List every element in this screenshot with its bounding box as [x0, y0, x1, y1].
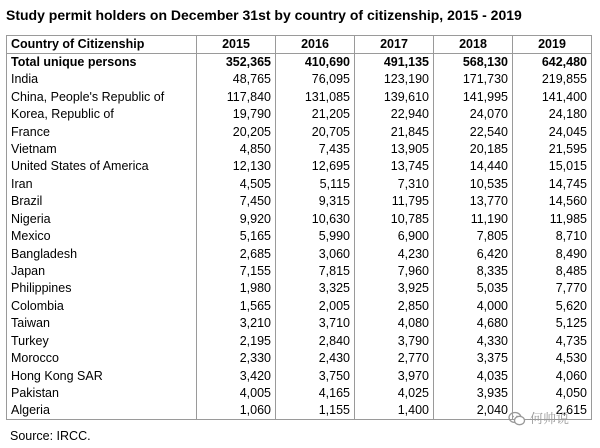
header-2018: 2018 [434, 36, 513, 54]
value-cell: 22,540 [434, 123, 513, 140]
value-cell: 5,165 [197, 228, 276, 245]
country-cell: Philippines [7, 280, 197, 297]
value-cell: 7,815 [276, 263, 355, 280]
value-cell: 3,790 [355, 333, 434, 350]
value-cell: 7,155 [197, 263, 276, 280]
value-cell: 3,325 [276, 280, 355, 297]
table-row [7, 333, 592, 350]
value-cell: 14,560 [513, 193, 592, 210]
value-cell: 1,060 [197, 402, 276, 420]
value-cell: 2,330 [197, 350, 276, 367]
value-cell: 4,230 [355, 245, 434, 262]
value-cell: 5,620 [513, 298, 592, 315]
country-cell: France [7, 123, 197, 140]
value-cell: 4,050 [513, 385, 592, 402]
value-cell: 14,440 [434, 158, 513, 175]
value-cell: 7,310 [355, 176, 434, 193]
value-cell: 2,685 [197, 245, 276, 262]
value-cell: 4,530 [513, 350, 592, 367]
value-cell: 1,980 [197, 280, 276, 297]
country-cell: Taiwan [7, 315, 197, 332]
value-cell: 1,400 [355, 402, 434, 420]
table-row [7, 245, 592, 262]
value-cell: 7,805 [434, 228, 513, 245]
table-row [7, 158, 592, 175]
value-cell: 8,485 [513, 263, 592, 280]
value-cell: 11,190 [434, 211, 513, 228]
watermark [508, 410, 569, 428]
header-country: Country of Citizenship [7, 36, 197, 54]
value-cell: 3,970 [355, 367, 434, 384]
value-cell: 642,480 [513, 54, 592, 72]
value-cell: 2,430 [276, 350, 355, 367]
total-row [7, 54, 592, 72]
study-permit-table [6, 35, 592, 420]
value-cell: 13,770 [434, 193, 513, 210]
value-cell: 2,770 [355, 350, 434, 367]
value-cell: 76,095 [276, 71, 355, 88]
header-2019: 2019 [513, 36, 592, 54]
value-cell: 7,960 [355, 263, 434, 280]
value-cell: 6,900 [355, 228, 434, 245]
value-cell: 12,695 [276, 158, 355, 175]
value-cell: 123,190 [355, 71, 434, 88]
value-cell: 11,795 [355, 193, 434, 210]
value-cell: 3,375 [434, 350, 513, 367]
value-cell: 21,845 [355, 123, 434, 140]
country-cell: Bangladesh [7, 245, 197, 262]
value-cell: 9,920 [197, 211, 276, 228]
value-cell: 4,080 [355, 315, 434, 332]
table-row [7, 123, 592, 140]
value-cell: 7,450 [197, 193, 276, 210]
value-cell: 3,210 [197, 315, 276, 332]
value-cell: 6,420 [434, 245, 513, 262]
table-title: Study permit holders on December 31st by country of citizenship, 2015 - 2019 [6, 7, 522, 23]
country-cell: Algeria [7, 402, 197, 420]
table-row [7, 71, 592, 88]
value-cell: 2,615 [513, 402, 592, 420]
watermark-text: 何帅说 [530, 411, 570, 426]
value-cell: 5,115 [276, 176, 355, 193]
value-cell: 141,400 [513, 88, 592, 105]
value-cell: 8,710 [513, 228, 592, 245]
value-cell: 22,940 [355, 106, 434, 123]
wechat-icon [508, 411, 526, 427]
country-cell: Iran [7, 176, 197, 193]
value-cell: 24,045 [513, 123, 592, 140]
value-cell: 2,850 [355, 298, 434, 315]
country-cell: Hong Kong SAR [7, 367, 197, 384]
value-cell: 131,085 [276, 88, 355, 105]
value-cell: 21,205 [276, 106, 355, 123]
value-cell: 2,040 [434, 402, 513, 420]
value-cell: 2,005 [276, 298, 355, 315]
value-cell: 15,015 [513, 158, 592, 175]
country-cell: United States of America [7, 158, 197, 175]
value-cell: 24,070 [434, 106, 513, 123]
value-cell: 3,710 [276, 315, 355, 332]
value-cell: 117,840 [197, 88, 276, 105]
value-cell: 24,180 [513, 106, 592, 123]
value-cell: 1,155 [276, 402, 355, 420]
value-cell: 8,335 [434, 263, 513, 280]
value-cell: 13,905 [355, 141, 434, 158]
value-cell: 5,125 [513, 315, 592, 332]
table-row [7, 350, 592, 367]
value-cell: 8,490 [513, 245, 592, 262]
value-cell: 21,595 [513, 141, 592, 158]
value-cell: 4,505 [197, 176, 276, 193]
value-cell: 219,855 [513, 71, 592, 88]
value-cell: 20,205 [197, 123, 276, 140]
value-cell: 4,035 [434, 367, 513, 384]
table-row [7, 263, 592, 280]
value-cell: 171,730 [434, 71, 513, 88]
country-cell: Total unique persons [7, 54, 197, 72]
value-cell: 7,435 [276, 141, 355, 158]
value-cell: 20,705 [276, 123, 355, 140]
value-cell: 5,990 [276, 228, 355, 245]
value-cell: 2,840 [276, 333, 355, 350]
value-cell: 410,690 [276, 54, 355, 72]
country-cell: China, People's Republic of [7, 88, 197, 105]
country-cell: Colombia [7, 298, 197, 315]
value-cell: 4,680 [434, 315, 513, 332]
value-cell: 4,025 [355, 385, 434, 402]
table-row [7, 176, 592, 193]
value-cell: 10,630 [276, 211, 355, 228]
value-cell: 4,850 [197, 141, 276, 158]
table-row [7, 402, 592, 420]
value-cell: 3,750 [276, 367, 355, 384]
country-cell: India [7, 71, 197, 88]
table-row [7, 315, 592, 332]
value-cell: 12,130 [197, 158, 276, 175]
source-note: Source: IRCC. [10, 429, 91, 443]
header-2017: 2017 [355, 36, 434, 54]
country-cell: Morocco [7, 350, 197, 367]
value-cell: 3,060 [276, 245, 355, 262]
value-cell: 14,745 [513, 176, 592, 193]
value-cell: 7,770 [513, 280, 592, 297]
value-cell: 141,995 [434, 88, 513, 105]
value-cell: 19,790 [197, 106, 276, 123]
value-cell: 4,165 [276, 385, 355, 402]
value-cell: 10,785 [355, 211, 434, 228]
value-cell: 3,935 [434, 385, 513, 402]
value-cell: 4,330 [434, 333, 513, 350]
table-row [7, 141, 592, 158]
table-row [7, 385, 592, 402]
value-cell: 13,745 [355, 158, 434, 175]
country-cell: Vietnam [7, 141, 197, 158]
value-cell: 9,315 [276, 193, 355, 210]
value-cell: 10,535 [434, 176, 513, 193]
country-cell: Korea, Republic of [7, 106, 197, 123]
country-cell: Nigeria [7, 211, 197, 228]
value-cell: 4,005 [197, 385, 276, 402]
value-cell: 4,060 [513, 367, 592, 384]
table-row [7, 88, 592, 105]
table-row [7, 367, 592, 384]
value-cell: 3,925 [355, 280, 434, 297]
table-row [7, 280, 592, 297]
table-body [7, 54, 592, 420]
value-cell: 568,130 [434, 54, 513, 72]
country-cell: Japan [7, 263, 197, 280]
value-cell: 491,135 [355, 54, 434, 72]
header-2015: 2015 [197, 36, 276, 54]
country-cell: Brazil [7, 193, 197, 210]
table-row [7, 298, 592, 315]
value-cell: 4,000 [434, 298, 513, 315]
value-cell: 1,565 [197, 298, 276, 315]
value-cell: 11,985 [513, 211, 592, 228]
country-cell: Pakistan [7, 385, 197, 402]
value-cell: 139,610 [355, 88, 434, 105]
value-cell: 3,420 [197, 367, 276, 384]
table-row [7, 211, 592, 228]
value-cell: 4,735 [513, 333, 592, 350]
value-cell: 48,765 [197, 71, 276, 88]
header-2016: 2016 [276, 36, 355, 54]
value-cell: 5,035 [434, 280, 513, 297]
table-row [7, 193, 592, 210]
header-row [7, 36, 592, 54]
country-cell: Turkey [7, 333, 197, 350]
value-cell: 352,365 [197, 54, 276, 72]
table-row [7, 228, 592, 245]
value-cell: 2,195 [197, 333, 276, 350]
country-cell: Mexico [7, 228, 197, 245]
value-cell: 20,185 [434, 141, 513, 158]
table-row [7, 106, 592, 123]
